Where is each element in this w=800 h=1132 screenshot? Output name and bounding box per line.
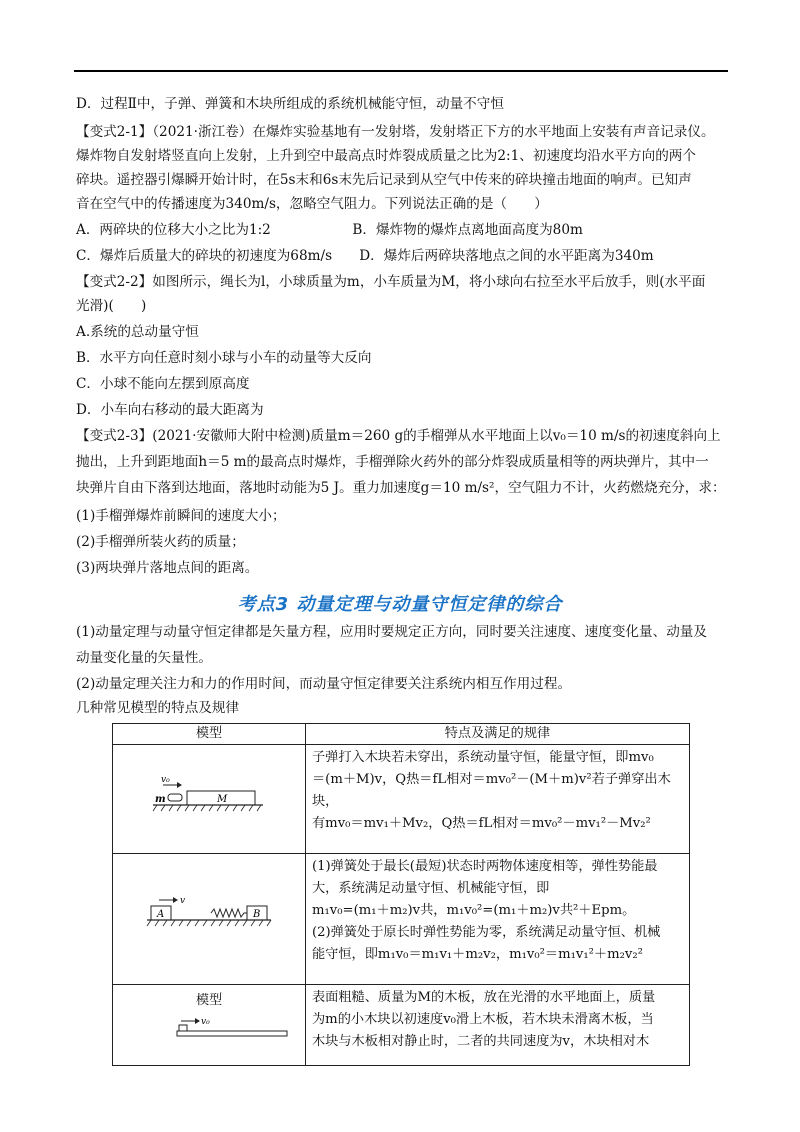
table-row: [113, 745, 690, 854]
variant-2-2-line2: 光滑)( ): [76, 298, 147, 314]
intro-line2: 动量变化量的矢量性。: [76, 650, 212, 666]
variant-2-1-line3: 碎块。遥控器引爆瞬开始计时，在5s末和6s末先后记录到从空气中传来的碎块撞击地面的响声。已知声: [76, 172, 692, 188]
row2-text-line: m₁v₀=(m₁＋m₂)v共，m₁v₀²=(m₁＋m₂)v共²＋Epm。: [312, 903, 636, 918]
top-rule: [74, 70, 728, 72]
board-rule-cell: [306, 985, 690, 1066]
variant-2-3-question3: (3)两块弹片落地点间的距离。: [76, 560, 259, 576]
row2-text-line: 大，系统满足动量守恒、机械能守恒，即: [312, 881, 550, 896]
variant-2-1-line4: 音在空气中的传播速度为340m/s，忽略空气阻力。下列说法正确的是（ ）: [76, 196, 548, 212]
row1-text-line: 有mv₀＝mv₁＋Mv₂，Q热＝fL相对＝mv₀²－mv₁²－Mv₂²: [312, 816, 651, 831]
variant-2-2-option-d: D．小车向右移动的最大距离为: [76, 402, 264, 418]
fig-M-label: M: [217, 794, 228, 805]
spring-figure-cell: [113, 854, 306, 985]
fig-v0-label: v₀: [161, 775, 170, 785]
row2-text-line: (1)弹簧处于最长(最短)状态时两物体速度相等，弹性势能最: [312, 859, 658, 874]
option-d-text: D．过程Ⅱ中，子弹、弹簧和木块所组成的系统机械能守恒，动量不守恒: [76, 96, 504, 112]
variant-2-3-line2: 抛出，上升到距地面h＝5 m的最高点时爆炸，手榴弹除火药外的部分炸裂成质量相等的两块弹片，其中一: [76, 454, 709, 470]
board-block-diagram: [113, 1011, 303, 1061]
variant-2-3-question1: (1)手榴弹爆炸前瞬间的速度大小；: [76, 508, 286, 524]
bullet-block-diagram: [113, 745, 303, 849]
fig-B-label: B: [253, 909, 261, 920]
model-title: 模型: [195, 993, 223, 1008]
row2-text-line: 能守恒，即m₁v₀＝m₁v₁＋m₂v₂，m₁v₀²＝m₁v₁²＋m₂v₂²: [312, 947, 643, 962]
table-row: [113, 985, 690, 1066]
variant-2-2-option-b: B．水平方向任意时刻小球与小车的动量等大反向: [76, 350, 372, 366]
board-figure-cell: [113, 985, 306, 1066]
fig-A-label: A: [157, 909, 165, 920]
table-caption: 几种常见模型的特点及规律: [76, 700, 240, 716]
intro-line1: (1)动量定理与动量守恒定律都是矢量方程，应用时要规定正方向，同时要关注速度、速度变化量、动量及: [76, 624, 707, 640]
variant-2-2-line1: 【变式2-2】如图所示，绳长为l，小球质量为m，小车质量为M，将小球向右拉至水平后放手，则(水平面: [76, 274, 706, 290]
variant-2-1-options-cd: C．爆炸后质量大的碎块的初速度为68m/s D．爆炸后两碎块落地点之间的水平距离为340m: [76, 248, 654, 264]
variant-2-3-question2: (2)手榴弹所装火药的质量；: [76, 534, 245, 550]
variant-2-1-line1: 【变式2-1】（2021·浙江卷）在爆炸实验基地有一发射塔，发射塔正下方的水平地面上安装有声音记录仪。: [76, 124, 715, 140]
bullet-block-figure-cell: [113, 745, 306, 854]
row1-text-line: ＝(m＋M)v，Q热＝fL相对＝mv₀²－(M＋m)v²若子弹穿出木块，: [312, 772, 671, 809]
bullet-block-rule-cell: [306, 745, 690, 854]
row1-text-line: 子弹打入木块若未穿出，系统动量守恒，能量守恒，即mv₀: [312, 750, 654, 765]
row3-text-line: 木块与木板相对静止时，二者的共同速度为v，木块相对木: [312, 1034, 650, 1049]
fig-m-label: m: [155, 794, 166, 805]
fig-v-label: v: [180, 896, 186, 906]
row3-text-line: 为m的小木块以初速度v₀滑上木板，若木块未滑离木板，当: [312, 1012, 654, 1027]
variant-2-1-line2: 爆炸物自发射塔竖直向上发射，上升到空中最高点时炸裂成质量之比为2:1、初速度均沿水平方向的两个: [76, 148, 696, 164]
row2-text-line: (2)弹簧处于原长时弹性势能为零，系统满足动量守恒、机械: [312, 925, 661, 940]
variant-2-3-line1: 【变式2-3】(2021·安徽师大附中检测)质量m＝260 g的手榴弹从水平地面上以v₀＝10 m/s的初速度斜向上: [76, 428, 721, 444]
header-rule: 特点及满足的规律: [306, 724, 690, 745]
intro-line3: (2)动量定理关注力和力的作用时间，而动量守恒定律要关注系统内相互作用过程。: [76, 676, 572, 692]
row3-text-line: 表面粗糙、质量为M的木板，放在光滑的水平地面上，质量: [312, 990, 656, 1005]
variant-2-2-option-c: C．小球不能向左摆到原高度: [76, 376, 250, 392]
variant-2-1-options-ab: A．两碎块的位移大小之比为1:2 B．爆炸物的爆炸点离地面高度为80m: [76, 222, 583, 238]
spring-rule-cell: [306, 854, 690, 985]
spring-blocks-diagram: [113, 854, 303, 980]
table-row: [113, 854, 690, 985]
models-table: [112, 723, 690, 1066]
header-model: 模型: [113, 724, 306, 745]
section-heading: 考点3 动量定理与动量守恒定律的综合: [237, 594, 563, 615]
table-header-row: [113, 724, 690, 745]
fig-v0-label: v₀: [201, 1017, 210, 1027]
variant-2-3-line3: 块弹片自由下落到达地面，落地时动能为5 J。重力加速度g＝10 m/s²，空气阻力不计，火药燃烧充分，求：: [76, 480, 726, 496]
variant-2-2-option-a: A.系统的总动量守恒: [76, 324, 199, 340]
